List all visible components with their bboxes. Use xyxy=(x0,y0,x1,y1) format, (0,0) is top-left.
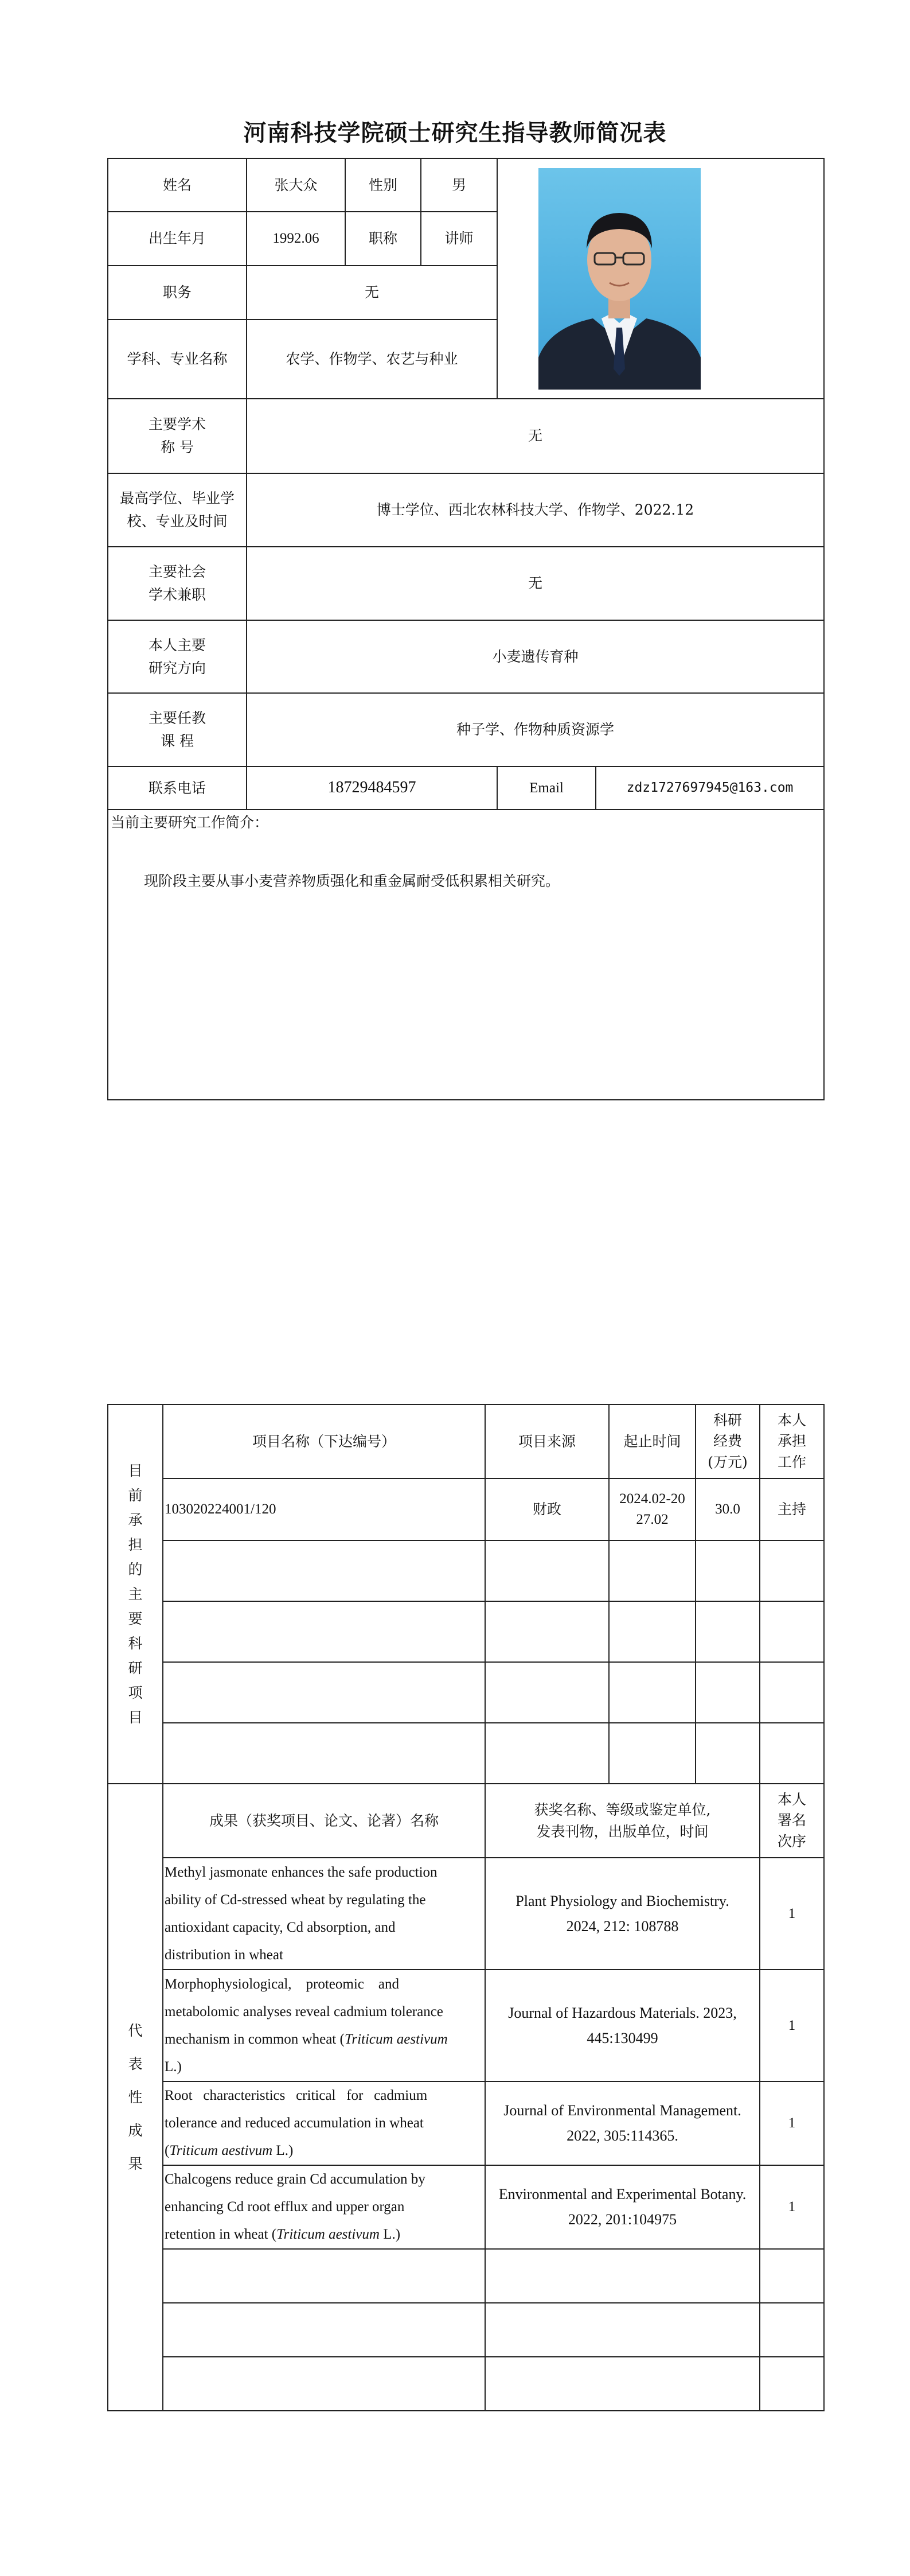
courses-label-1: 主要任教 xyxy=(148,710,206,726)
empty-cell xyxy=(760,1662,824,1723)
achievement-title-line: tolerance and reduced accumulation in wheat xyxy=(165,2115,424,2131)
achievement-order: 1 xyxy=(760,2165,824,2249)
empty-cell xyxy=(760,1540,824,1601)
achievement-venue-header-line: 发表刊物，出版单位，时间 xyxy=(536,1823,709,1840)
achievement-title-line: ( xyxy=(165,2143,170,2158)
achievement-title-line: Chalcogens reduce grain Cd accumulation by xyxy=(165,2172,425,2187)
email-label: Email xyxy=(497,766,596,810)
projects-side-char: 担 xyxy=(128,1536,143,1553)
achievement-title xyxy=(163,2081,485,2165)
research-intro-label: 当前主要研究工作简介： xyxy=(111,814,269,831)
projects-side-char: 的 xyxy=(128,1561,143,1578)
empty-cell xyxy=(163,1540,485,1601)
achievement-venue-line: Journal of Environmental Management. xyxy=(503,2102,741,2119)
table-row xyxy=(108,2249,824,2303)
project-source-header: 项目来源 xyxy=(485,1404,609,1478)
research-intro-cell xyxy=(108,810,824,1100)
empty-cell xyxy=(485,1540,609,1601)
projects-side-char: 目 xyxy=(128,1709,143,1726)
phone-value: 18729484597 xyxy=(247,766,497,810)
achievement-order: 1 xyxy=(760,2081,824,2165)
portrait-photo xyxy=(538,168,701,390)
empty-cell xyxy=(485,2357,760,2411)
funds-header-line: 经费 xyxy=(713,1433,742,1450)
projects-side-char: 前 xyxy=(128,1487,143,1504)
project-name: 103020224001/120 xyxy=(163,1478,485,1540)
social-label-2: 学术兼职 xyxy=(148,586,206,603)
direction-value: 小麦遗传育种 xyxy=(247,620,824,693)
empty-cell xyxy=(760,1723,824,1784)
gender-value: 男 xyxy=(421,158,497,212)
table-row xyxy=(108,1662,824,1723)
achievement-venue xyxy=(485,2081,760,2165)
achievement-title-line: Root characteristics critical for cadmium xyxy=(165,2088,428,2103)
empty-cell xyxy=(696,1601,760,1662)
table-row xyxy=(108,1601,824,1662)
projects-side-char: 承 xyxy=(128,1512,143,1528)
empty-cell xyxy=(485,1662,609,1723)
role-header-line: 承担 xyxy=(777,1433,806,1450)
empty-cell xyxy=(163,1662,485,1723)
direction-label-2: 研究方向 xyxy=(148,659,206,676)
project-source: 财政 xyxy=(485,1478,609,1540)
achievements-side-char: 果 xyxy=(128,2155,143,2172)
empty-cell xyxy=(163,2249,485,2303)
achievement-venue-line: Environmental and Experimental Botany. xyxy=(498,2186,747,2203)
table-row xyxy=(108,1970,824,2081)
achievement-venue xyxy=(485,2165,760,2249)
achievements-side-char: 表 xyxy=(128,2055,143,2072)
achievement-title-line: Morphophysiological, proteomic and xyxy=(165,1976,399,1992)
academic-title-label-1: 主要学术 xyxy=(148,416,206,433)
table-row xyxy=(108,2303,824,2357)
achievement-venue-header-line: 获奖名称、等级或鉴定单位, xyxy=(534,1801,711,1818)
empty-cell xyxy=(609,1601,696,1662)
achievement-title-line: Methyl jasmonate enhances the safe production xyxy=(165,1864,438,1880)
social-value: 无 xyxy=(247,547,824,620)
project-role-header xyxy=(760,1404,824,1478)
projects-side-char: 研 xyxy=(128,1660,143,1676)
direction-label xyxy=(108,620,247,693)
table-row xyxy=(108,2357,824,2411)
achievements-side-char: 性 xyxy=(128,2088,143,2106)
birth-value: 1992.06 xyxy=(247,212,345,266)
projects-side-char: 要 xyxy=(128,1610,143,1627)
table-row xyxy=(108,1540,824,1601)
achievement-venue-header xyxy=(485,1784,760,1858)
empty-cell xyxy=(760,1601,824,1662)
achievements-side-label xyxy=(108,1784,163,2411)
order-header-line: 次序 xyxy=(777,1832,806,1850)
achievement-title xyxy=(163,2165,485,2249)
empty-cell xyxy=(696,1662,760,1723)
project-funds: 30.0 xyxy=(696,1478,760,1540)
table-row xyxy=(108,1478,824,1540)
name-value: 张大众 xyxy=(247,158,345,212)
achievement-title-line: enhancing Cd root efflux and upper organ xyxy=(165,2199,405,2215)
achievement-title-tail: L.) xyxy=(379,2227,401,2242)
degree-label xyxy=(108,473,247,547)
social-label-1: 主要社会 xyxy=(148,563,206,580)
project-period-line: 2024.02-20 xyxy=(619,1491,685,1507)
achievement-title xyxy=(163,1858,485,1970)
empty-cell xyxy=(485,2249,760,2303)
table-row xyxy=(108,2081,824,2165)
courses-value: 种子学、作物种质资源学 xyxy=(247,693,824,766)
achievements-side-char: 代 xyxy=(128,2022,143,2039)
achievement-title-line: distribution in wheat xyxy=(165,1947,283,1963)
courses-label-2: 课 程 xyxy=(161,733,194,749)
projects-side-label xyxy=(108,1404,163,1784)
academic-title-label-2: 称 号 xyxy=(161,439,194,456)
achievement-title-tail: L.) xyxy=(272,2143,294,2158)
empty-cell xyxy=(485,2303,760,2357)
order-header-line: 署名 xyxy=(777,1812,806,1829)
projects-side-char: 主 xyxy=(128,1586,143,1602)
order-header-line: 本人 xyxy=(777,1791,806,1808)
empty-cell xyxy=(485,1723,609,1784)
achievement-order-header xyxy=(760,1784,824,1858)
discipline-value: 农学、作物学、农艺与种业 xyxy=(247,320,497,399)
achievement-species: Triticum aestivum xyxy=(276,2227,380,2242)
achievement-venue-line: 2022, 305:114365. xyxy=(567,2127,678,2144)
achievement-name-header: 成果（获奖项目、论文、论著）名称 xyxy=(163,1784,485,1858)
empty-cell xyxy=(163,2303,485,2357)
achievement-title-line: antioxidant capacity, Cd absorption, and xyxy=(165,1919,396,1935)
empty-cell xyxy=(485,1601,609,1662)
empty-cell xyxy=(760,2303,824,2357)
table-row xyxy=(108,2165,824,2249)
empty-cell xyxy=(163,2357,485,2411)
title-value: 讲师 xyxy=(421,212,497,266)
person-portrait-icon xyxy=(538,168,701,390)
project-name-header: 项目名称（下达编号） xyxy=(163,1404,485,1478)
name-label: 姓名 xyxy=(108,158,247,212)
project-period-line: 27.02 xyxy=(636,1512,669,1527)
project-period xyxy=(609,1478,696,1540)
projects-achievements-table xyxy=(107,1404,825,2411)
achievement-title-line: retention in wheat ( xyxy=(165,2227,277,2242)
empty-cell xyxy=(163,1601,485,1662)
gender-label: 性别 xyxy=(345,158,421,212)
degree-value: 博士学位、西北农林科技大学、作物学、2022.12 xyxy=(247,473,824,547)
achievement-title-line: mechanism in common wheat ( xyxy=(165,2031,345,2047)
empty-cell xyxy=(609,1662,696,1723)
academic-title-value: 无 xyxy=(247,399,824,473)
social-label xyxy=(108,547,247,620)
phone-label: 联系电话 xyxy=(108,766,247,810)
achievement-order: 1 xyxy=(760,1858,824,1970)
position-value: 无 xyxy=(247,266,497,320)
achievement-venue xyxy=(485,1970,760,2081)
projects-side-char: 科 xyxy=(128,1635,143,1652)
empty-cell xyxy=(163,1723,485,1784)
academic-title-label xyxy=(108,399,247,473)
project-period-header: 起止时间 xyxy=(609,1404,696,1478)
achievement-title xyxy=(163,1970,485,2081)
achievement-venue-line: 2022, 201:104975 xyxy=(568,2211,677,2228)
email-value: zdz1727697945@163.com xyxy=(596,766,824,810)
achievement-order: 1 xyxy=(760,1970,824,2081)
achievement-venue-line: 2024, 212: 108788 xyxy=(566,1917,679,1935)
achievement-venue-line: Plant Physiology and Biochemistry. xyxy=(515,1892,729,1909)
achievement-title-line: ability of Cd-stressed wheat by regulating the xyxy=(165,1892,426,1908)
role-header-line: 本人 xyxy=(777,1412,806,1429)
empty-cell xyxy=(760,2249,824,2303)
project-role: 主持 xyxy=(760,1478,824,1540)
funds-header-line: 科研 xyxy=(713,1412,742,1429)
table-row xyxy=(108,1858,824,1970)
empty-cell xyxy=(696,1540,760,1601)
empty-cell xyxy=(760,2357,824,2411)
empty-cell xyxy=(609,1723,696,1784)
degree-label-2: 校、专业及时间 xyxy=(127,513,228,530)
achievement-title-line: metabolomic analyses reveal cadmium tolerance xyxy=(165,2003,443,2019)
projects-side-char: 目 xyxy=(128,1462,143,1479)
research-intro-text: 现阶段主要从事小麦营养物质强化和重金属耐受低积累相关研究。 xyxy=(144,873,560,889)
table-row xyxy=(108,1723,824,1784)
birth-label: 出生年月 xyxy=(108,212,247,266)
achievement-species: Triticum aestivum xyxy=(169,2143,273,2158)
achievement-venue xyxy=(485,1858,760,1970)
direction-label-1: 本人主要 xyxy=(148,636,206,653)
position-label: 职务 xyxy=(108,266,247,320)
page-title: 河南科技学院硕士研究生指导教师简况表 xyxy=(243,120,667,146)
degree-label-1: 最高学位、毕业学 xyxy=(119,490,235,507)
courses-label xyxy=(108,693,247,766)
discipline-label: 学科、专业名称 xyxy=(108,320,247,399)
empty-cell xyxy=(609,1540,696,1601)
empty-cell xyxy=(696,1723,760,1784)
achievements-side-char: 成 xyxy=(128,2122,143,2139)
funds-header-line: (万元) xyxy=(708,1453,748,1470)
achievement-title-tail: L.) xyxy=(165,2059,182,2075)
role-header-line: 工作 xyxy=(777,1453,806,1470)
title-label: 职称 xyxy=(345,212,421,266)
achievement-venue-line: 445:130499 xyxy=(587,2029,658,2046)
portrait-photo-cell xyxy=(596,158,824,399)
achievement-venue-line: Journal of Hazardous Materials. 2023, xyxy=(508,2004,737,2021)
project-funds-header xyxy=(696,1404,760,1478)
profile-table xyxy=(107,158,825,1100)
achievement-species: Triticum aestivum xyxy=(344,2031,448,2047)
projects-side-char: 项 xyxy=(128,1684,143,1701)
